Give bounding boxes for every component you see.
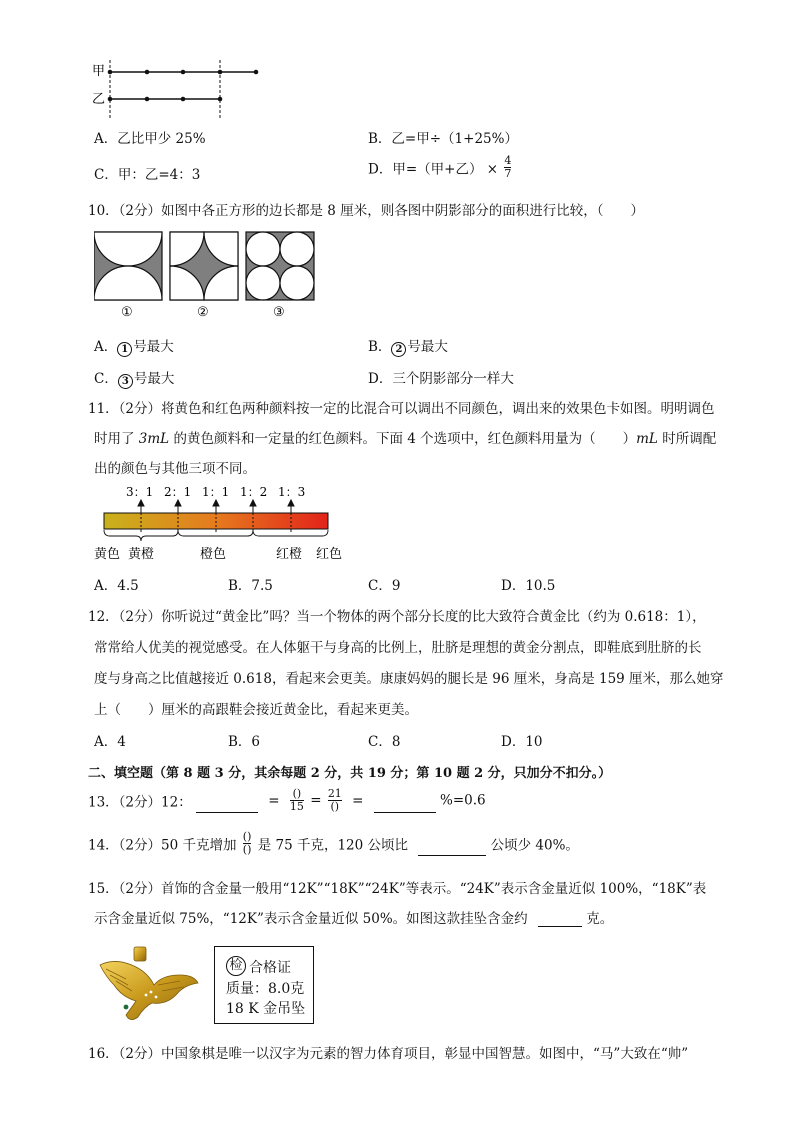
q12-option-c[interactable]: C．8 [368,734,401,750]
q12-line-1: 12．（2分）你听说过“黄金比”吗？当一个物体的两个部分长度的比大致符合黄金比（约为 0.618：1）， [88,609,706,625]
q10-option-d[interactable]: D．三个阴影部分一样大 [368,371,514,387]
q10-option-c[interactable]: C． 3 号最大 [94,371,175,387]
square-figure-1 [94,232,162,300]
q9-option-a[interactable]: A．乙比甲少 25% [94,131,206,147]
q10-option-b[interactable]: B． 2 号最大 [368,339,448,355]
q13-blank-1[interactable] [196,798,258,813]
figure-label-3: ③ [273,305,285,320]
ratio-label-1: 3：1 [126,485,154,499]
q12-option-d[interactable]: D．10 [501,734,543,750]
square-figure-3 [246,232,314,300]
q13-blank-2[interactable] [374,798,436,813]
certificate-title: 合格证 [249,960,291,976]
label-yi: 乙 [92,92,106,107]
color-card-figure [90,482,360,564]
certificate-description: 18 K 金吊坠 [226,1001,306,1017]
q14-fraction: $\frac{()}{()}$ [242,830,252,856]
q11-line-1: 11．（2分）将黄色和红色两种颜料按一定的比混合可以调出不同颜色，调出来的效果色卡如图。明明调色 [88,401,715,417]
fraction-four-sevenths: $\frac{4}{7}$ [504,154,512,180]
q13-line: 13．（2分）12： = $\frac{()}{15}$ = $\frac{21}{()}$ = %=0.6 [88,787,486,813]
q9-option-d[interactable]: D．甲=（甲+乙） × $\frac{4}{7}$ [368,154,512,180]
ratio-segment-diagram [88,60,278,122]
q11-option-a[interactable]: A．4.5 [94,578,139,594]
ratio-label-5: 1：3 [278,485,306,499]
ratio-label-4: 1：2 [240,485,268,499]
color-label-yellow: 黄色 [94,547,121,562]
q11-line-2: 时用了 3mL 的黄色颜料和一定量的红色颜料。下面 4 个选项中，红色颜料用量为（ ）mL 时所调配 [94,431,717,447]
q12-option-b[interactable]: B．6 [228,734,261,750]
label-jia: 甲 [92,64,106,79]
q14-line: 14．（2分）50 千克增加 $\frac{()}{()}$ 是 75 千克，120 公顷比 公顷少 40%。 [88,830,579,856]
q11-option-d[interactable]: D．10.5 [501,578,556,594]
ratio-label-3: 1：1 [202,485,230,499]
q10-stem: 10．（2分）如图中各正方形的边长都是 8 厘米，则各图中阴影部分的面积进行比较，（ ） [88,203,644,219]
shaded-squares-figure [94,230,319,322]
color-label-red: 红色 [316,547,343,562]
q13-fraction-1: $\frac{()}{15}$ [289,787,304,813]
certificate-mass: 质量：8.0克 [226,981,305,997]
ratio-label-2: 2：1 [164,485,192,499]
q12-line-4: 上（ ）厘米的高跟鞋会接近黄金比，看起来更美。 [94,702,418,718]
q14-blank[interactable] [418,841,486,856]
q11-option-b[interactable]: B．7.5 [228,578,273,594]
q12-line-2: 常常给人优美的视觉感受。在人体躯干与身高的比例上，肚脐是理想的黄金分割点，即鞋底到肚脐的长 [94,640,702,656]
q12-line-3: 度与身高之比值越接近 0.618，看起来会更美。康康妈妈的腿长是 96 厘米，身高是 159 厘米，那么她穿 [94,671,724,687]
figure-label-1: ① [121,305,133,320]
q13-fraction-2: $\frac{21}{()}$ [327,787,342,813]
color-label-orange: 橙色 [200,547,227,562]
q9-option-b[interactable]: B．乙=甲÷（1+25%） [368,131,518,147]
section-heading-fill-in: 二、填空题（第 8 题 3 分，其余每题 2 分，共 19 分；第 10 题 2 分，只加分不扣分。） [88,766,612,781]
q11-line-3: 出的颜色与其他三项不同。 [94,461,256,477]
q11-option-c[interactable]: C．9 [368,578,401,594]
q15-line-2: 示含金量近似 75%，“12K”表示含金量近似 50%。如图这款挂坠含金约 克。 [94,911,614,927]
q12-option-a[interactable]: A．4 [94,734,126,750]
inspection-stamp-icon: 检 [226,956,246,976]
square-figure-2 [170,232,238,300]
figure-label-2: ② [197,305,209,320]
gold-eagle-pendant-image [96,945,200,1027]
q10-option-a[interactable]: A． 1 号最大 [94,339,174,355]
q15-line-1: 15．（2分）首饰的含金量一般用“12K”“18K”“24K”等表示。“24K”表示含金量近似 100%，“18K”表 [88,881,707,897]
color-label-yellow-orange: 黄橙 [128,547,155,562]
q9-option-c[interactable]: C．甲：乙=4：3 [94,167,201,183]
q15-blank[interactable] [538,912,582,927]
color-label-red-orange: 红橙 [276,547,303,562]
segment-dots [108,70,259,102]
q16-line-1: 16．（2分）中国象棋是唯一以汉字为元素的智力体育项目，彰显中国智慧。如图中，“马”大致在“帅” [88,1046,689,1062]
